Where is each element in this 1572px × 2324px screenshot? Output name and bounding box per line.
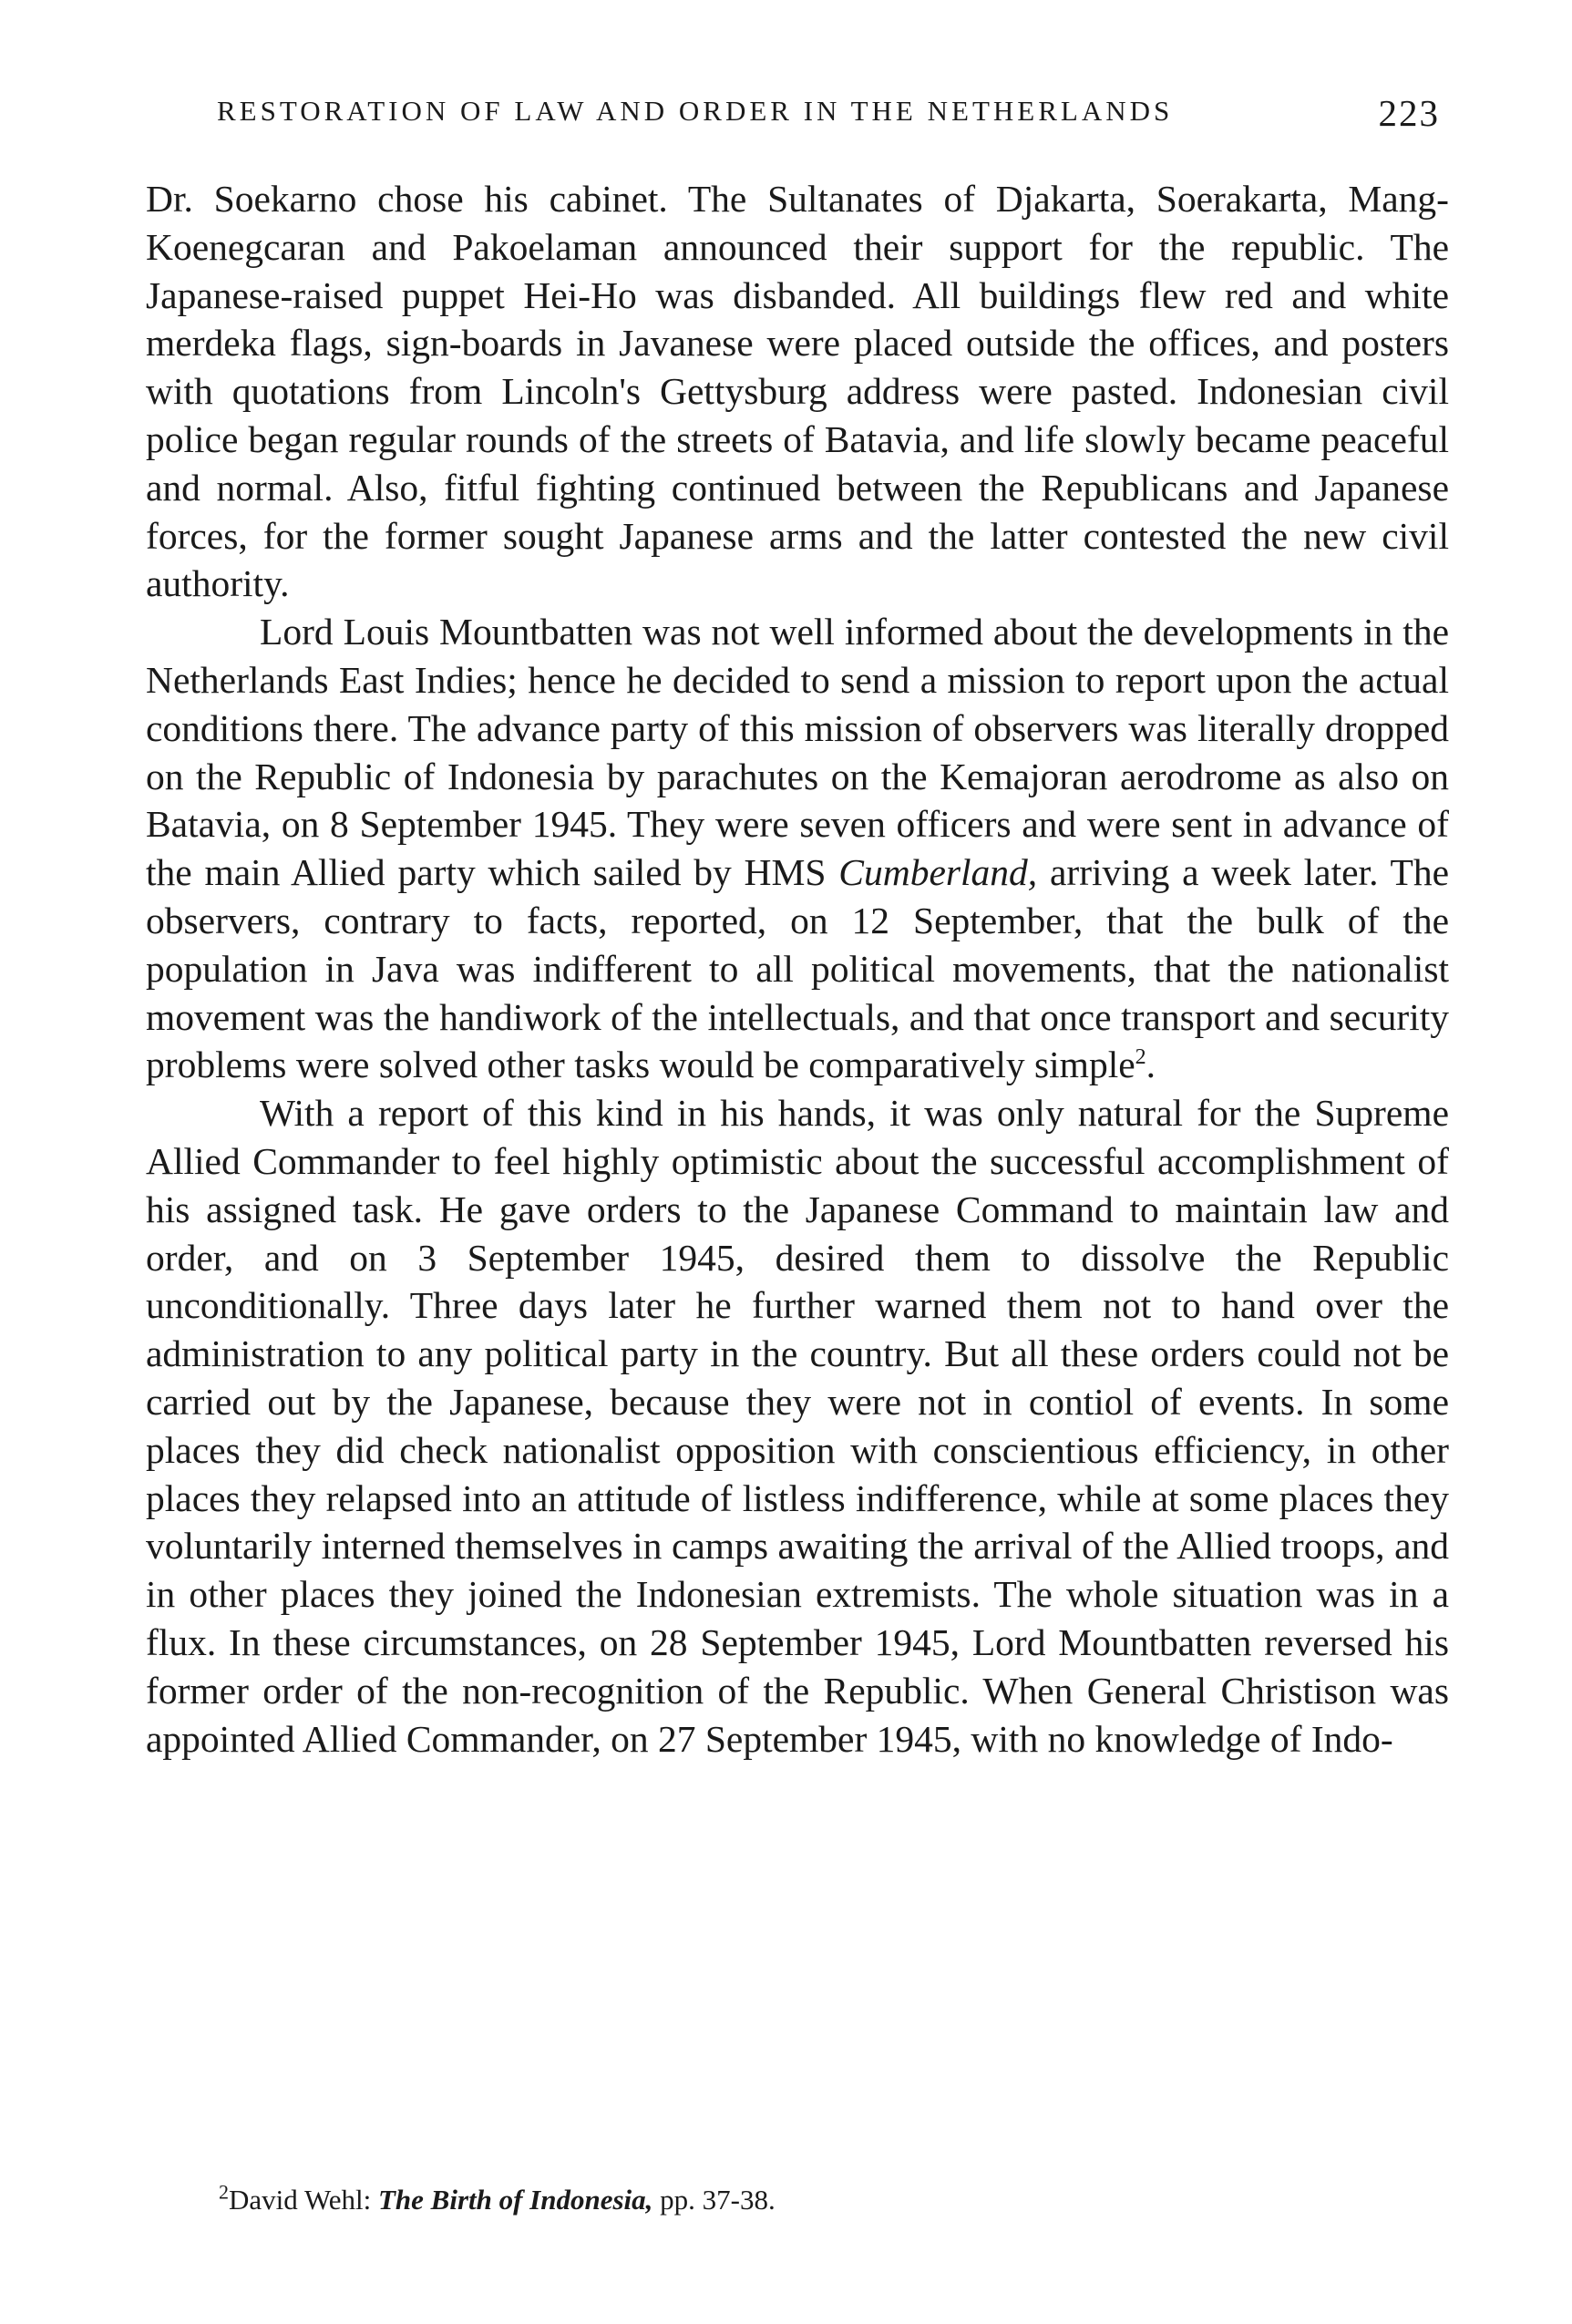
paragraph-3: With a report of this kind in his hands, it was only natural for the Supreme Allied Commander to feel highly optimistic about the successful accomplishment of his assigned task. He gave orders to the Japanese Command to maintain law and order, and on 3 September 1945, desired them to dissolve the Republic unconditionally. Three days later he further warned them not to hand over the administration to any political party in the country. But all these orders could not be carried out by the Japanese, because they were not in contiol of events. In some places they did check nationalist opposition with conscientious efficiency, in other places they relapsed into an attitude of listless indifference, while at some places they voluntarily interned themselves in camps awaiting the arrival of the Allied troops, and in other places they joined the Indonesian extremists. The whole situation was in a flux. In these circumstances, on 28 September 1945, Lord Mountbatten reversed his former order of the non-recognition of the Republic. When General Christison was appointed Allied Commander, on 27 September 1945, with no knowledge of Indo-: [146, 1092, 1449, 1760]
paragraph-2-text-b: arriving a week later. The observers, contrary to facts, reported, on 12 September, that the bulk of the population in Java was indifferent to all political movements, that the nationalist movement was the handiwork of the intellectuals, and that once transport and security problems were solved other tasks would be comparatively simple: [146, 851, 1449, 1086]
paragraph-2-end: .: [1146, 1044, 1156, 1086]
footnote-reference: 2: [1135, 1045, 1146, 1070]
ship-name: Cumberland,: [838, 851, 1038, 894]
running-header: [217, 91, 1440, 155]
footnote-pages: pp. 37-38.: [652, 2184, 776, 2216]
page-number: 223: [1378, 92, 1440, 134]
footnote-title: The Birth of Indonesia,: [377, 2184, 653, 2216]
footnote-mark: 2: [219, 2180, 229, 2204]
paragraph-2: [146, 608, 1449, 1089]
paragraph-2-text-a: Lord Louis Mountbatten was not well informed about the developments in the Netherlands East Indies; hence he decided to send a mission to report upon the actual conditions there. The advance party of this mission of observers was literally dropped on the Republic of Indonesia by parachutes on the Kemajoran aerodrome as also on Batavia, on 8 September 1945. They were seven officers and were sent in advance of the main Allied party which sailed by HMS: [146, 611, 1449, 894]
footnote: [219, 2180, 1403, 2216]
footnote-author: David Wehl:: [229, 2184, 378, 2216]
body-text: [146, 175, 1449, 1763]
paragraph-1: Dr. Soekarno chose his cabinet. The Sultanates of Djakarta, Soerakarta, Mang-Koenegcaran and Pakoelaman announced their support for the republic. The Japanese-raised puppet Hei-Ho was disbanded. All buildings flew red and white merdeka flags, sign-boards in Javanese were placed outside the offices, and posters with quotations from Lincoln's Gettysburg address were pasted. Indonesian civil police began regular rounds of the streets of Batavia, and life slowly became peaceful and normal. Also, fitful fighting continued between the Republicans and Japanese forces, for the former sought Japanese arms and the latter contested the new civil authority.: [146, 178, 1449, 605]
running-title: RESTORATION OF LAW AND ORDER IN THE NETHERLANDS: [217, 95, 1174, 127]
